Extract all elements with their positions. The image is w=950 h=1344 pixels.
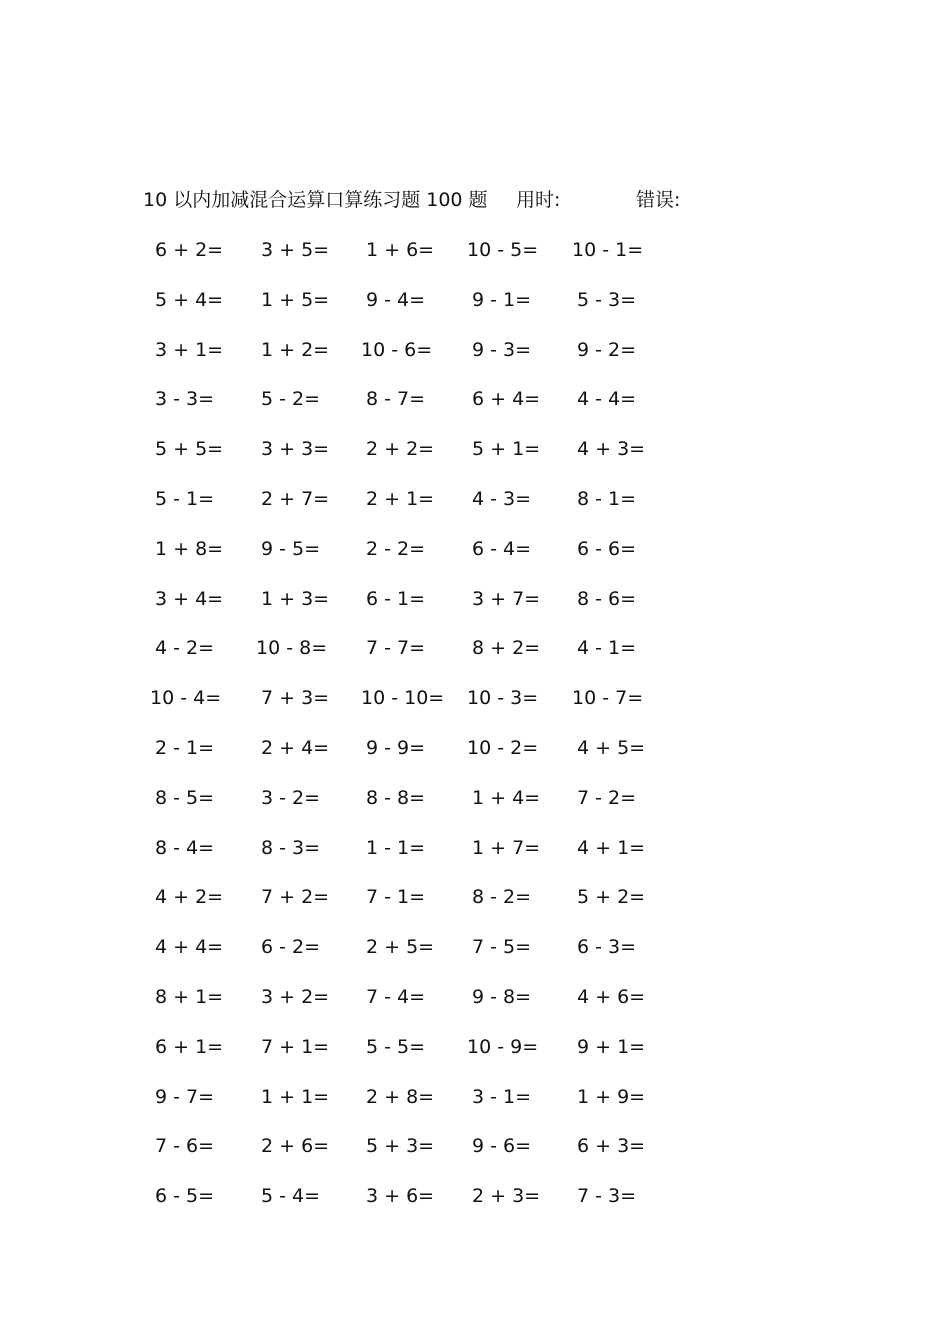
arithmetic-problem: 3 + 2=: [261, 986, 330, 1008]
problem-row: [0, 783, 950, 813]
arithmetic-problem: 10 - 7=: [572, 687, 644, 710]
arithmetic-problem: 5 + 4=: [155, 288, 224, 311]
arithmetic-problem: 7 - 3=: [577, 1185, 637, 1208]
problem-row: [0, 633, 950, 663]
arithmetic-problem: 5 + 1=: [472, 438, 541, 461]
problem-row: [0, 1131, 950, 1161]
arithmetic-problem: 10 - 1=: [572, 239, 644, 261]
arithmetic-problem: 1 + 5=: [261, 288, 330, 311]
arithmetic-problem: 8 - 5=: [155, 786, 215, 809]
arithmetic-problem: 2 + 6=: [261, 1135, 330, 1158]
arithmetic-problem: 6 - 6=: [577, 537, 637, 560]
arithmetic-problem: 9 + 1=: [577, 1035, 646, 1058]
arithmetic-problem: 1 + 4=: [472, 786, 541, 809]
arithmetic-problem: 9 - 2=: [577, 338, 637, 361]
arithmetic-problem: 9 - 5=: [261, 537, 321, 560]
problem-row: [0, 1032, 950, 1062]
arithmetic-problem: 4 + 3=: [577, 438, 646, 461]
arithmetic-problem: 5 - 1=: [155, 488, 215, 510]
arithmetic-problem: 10 - 9=: [467, 1035, 539, 1058]
arithmetic-problem: 6 + 2=: [155, 239, 224, 261]
arithmetic-problem: 8 - 6=: [577, 587, 637, 610]
arithmetic-problem: 3 + 6=: [366, 1185, 435, 1208]
arithmetic-problem: 9 - 8=: [472, 986, 532, 1008]
arithmetic-problem: 10 - 3=: [467, 687, 539, 710]
worksheet-title: 10 以内加减混合运算口算练习题 100 题: [143, 189, 488, 211]
arithmetic-problem: 3 - 2=: [261, 786, 321, 809]
arithmetic-problem: 8 - 3=: [261, 836, 321, 859]
arithmetic-problem: 7 - 4=: [366, 986, 426, 1008]
arithmetic-problem: 7 + 3=: [261, 687, 330, 710]
arithmetic-problem: 2 + 2=: [366, 438, 435, 461]
arithmetic-problem: 4 - 1=: [577, 637, 637, 660]
arithmetic-problem: 7 - 7=: [366, 637, 426, 660]
arithmetic-problem: 9 - 7=: [155, 1085, 215, 1108]
arithmetic-problem: 3 + 4=: [155, 587, 224, 610]
arithmetic-problem: 6 - 1=: [366, 587, 426, 610]
arithmetic-problem: 4 + 2=: [155, 886, 224, 909]
problem-row: [0, 335, 950, 365]
arithmetic-problem: 4 + 5=: [577, 737, 646, 759]
problem-row: [0, 982, 950, 1012]
problem-row: [0, 584, 950, 614]
arithmetic-problem: 7 + 1=: [261, 1035, 330, 1058]
arithmetic-problem: 10 - 4=: [150, 687, 222, 710]
arithmetic-problem: 8 - 1=: [577, 488, 637, 510]
arithmetic-problem: 9 - 1=: [472, 288, 532, 311]
arithmetic-problem: 7 - 6=: [155, 1135, 215, 1158]
arithmetic-problem: 5 - 5=: [366, 1035, 426, 1058]
arithmetic-problem: 2 - 2=: [366, 537, 426, 560]
arithmetic-problem: 4 + 6=: [577, 986, 646, 1008]
arithmetic-problem: 4 - 3=: [472, 488, 532, 510]
arithmetic-problem: 3 + 7=: [472, 587, 541, 610]
arithmetic-problem: 6 + 3=: [577, 1135, 646, 1158]
arithmetic-problem: 2 + 8=: [366, 1085, 435, 1108]
time-taken-label: 用时:: [516, 189, 561, 211]
arithmetic-problem: 6 + 1=: [155, 1035, 224, 1058]
arithmetic-problem: 7 + 2=: [261, 886, 330, 909]
arithmetic-problem: 8 + 2=: [472, 637, 541, 660]
arithmetic-problem: 10 - 2=: [467, 737, 539, 759]
arithmetic-problem: 1 + 1=: [261, 1085, 330, 1108]
arithmetic-problem: 2 + 4=: [261, 737, 330, 759]
problem-row: [0, 484, 950, 514]
arithmetic-problem: 5 - 4=: [261, 1185, 321, 1208]
arithmetic-problem: 2 - 1=: [155, 737, 215, 759]
arithmetic-problem: 9 - 6=: [472, 1135, 532, 1158]
arithmetic-problem: 5 + 2=: [577, 886, 646, 909]
arithmetic-problem: 3 - 1=: [472, 1085, 532, 1108]
arithmetic-problem: 8 - 2=: [472, 886, 532, 909]
problem-row: [0, 534, 950, 564]
arithmetic-problem: 1 - 1=: [366, 836, 426, 859]
arithmetic-problem: 1 + 2=: [261, 338, 330, 361]
problem-row: [0, 235, 950, 265]
arithmetic-problem: 4 + 4=: [155, 936, 224, 959]
arithmetic-problem: 3 + 1=: [155, 338, 224, 361]
problem-row: [0, 1082, 950, 1112]
arithmetic-problem: 9 - 4=: [366, 288, 426, 311]
arithmetic-problem: 8 - 4=: [155, 836, 215, 859]
arithmetic-problem: 9 - 3=: [472, 338, 532, 361]
arithmetic-problem: 10 - 10=: [361, 687, 445, 710]
problem-row: [0, 1181, 950, 1211]
arithmetic-problem: 8 + 1=: [155, 986, 224, 1008]
arithmetic-problem: 7 - 5=: [472, 936, 532, 959]
arithmetic-problem: 1 + 3=: [261, 587, 330, 610]
arithmetic-problem: 8 - 8=: [366, 786, 426, 809]
arithmetic-problem: 4 - 4=: [577, 388, 637, 411]
arithmetic-problem: 2 + 3=: [472, 1185, 541, 1208]
problem-row: [0, 882, 950, 912]
arithmetic-problem: 5 + 5=: [155, 438, 224, 461]
arithmetic-problem: 5 - 3=: [577, 288, 637, 311]
arithmetic-problem: 8 - 7=: [366, 388, 426, 411]
arithmetic-problem: 4 - 2=: [155, 637, 215, 660]
arithmetic-problem: 1 + 7=: [472, 836, 541, 859]
arithmetic-problem: 7 - 1=: [366, 886, 426, 909]
arithmetic-problem: 10 - 6=: [361, 338, 433, 361]
arithmetic-problem: 6 - 3=: [577, 936, 637, 959]
problem-row: [0, 384, 950, 414]
arithmetic-problem: 2 + 5=: [366, 936, 435, 959]
arithmetic-problem: 1 + 6=: [366, 239, 435, 261]
arithmetic-problem: 6 - 2=: [261, 936, 321, 959]
problem-row: [0, 733, 950, 763]
arithmetic-problem: 10 - 8=: [256, 637, 328, 660]
arithmetic-problem: 9 - 9=: [366, 737, 426, 759]
arithmetic-problem: 10 - 5=: [467, 239, 539, 261]
arithmetic-problem: 2 + 1=: [366, 488, 435, 510]
arithmetic-problem: 6 + 4=: [472, 388, 541, 411]
arithmetic-problem: 4 + 1=: [577, 836, 646, 859]
arithmetic-problem: 6 - 4=: [472, 537, 532, 560]
arithmetic-problem: 3 + 5=: [261, 239, 330, 261]
arithmetic-problem: 3 + 3=: [261, 438, 330, 461]
arithmetic-problem: 6 - 5=: [155, 1185, 215, 1208]
arithmetic-problem: 3 - 3=: [155, 388, 215, 411]
arithmetic-problem: 5 - 2=: [261, 388, 321, 411]
problem-row: [0, 434, 950, 464]
errors-label: 错误:: [636, 189, 681, 211]
arithmetic-problem: 1 + 8=: [155, 537, 224, 560]
arithmetic-problem: 5 + 3=: [366, 1135, 435, 1158]
arithmetic-problem: 2 + 7=: [261, 488, 330, 510]
arithmetic-problem: 1 + 9=: [577, 1085, 646, 1108]
problem-row: [0, 683, 950, 713]
problem-row: [0, 932, 950, 962]
arithmetic-problem: 7 - 2=: [577, 786, 637, 809]
problem-row: [0, 833, 950, 863]
problem-row: [0, 285, 950, 315]
